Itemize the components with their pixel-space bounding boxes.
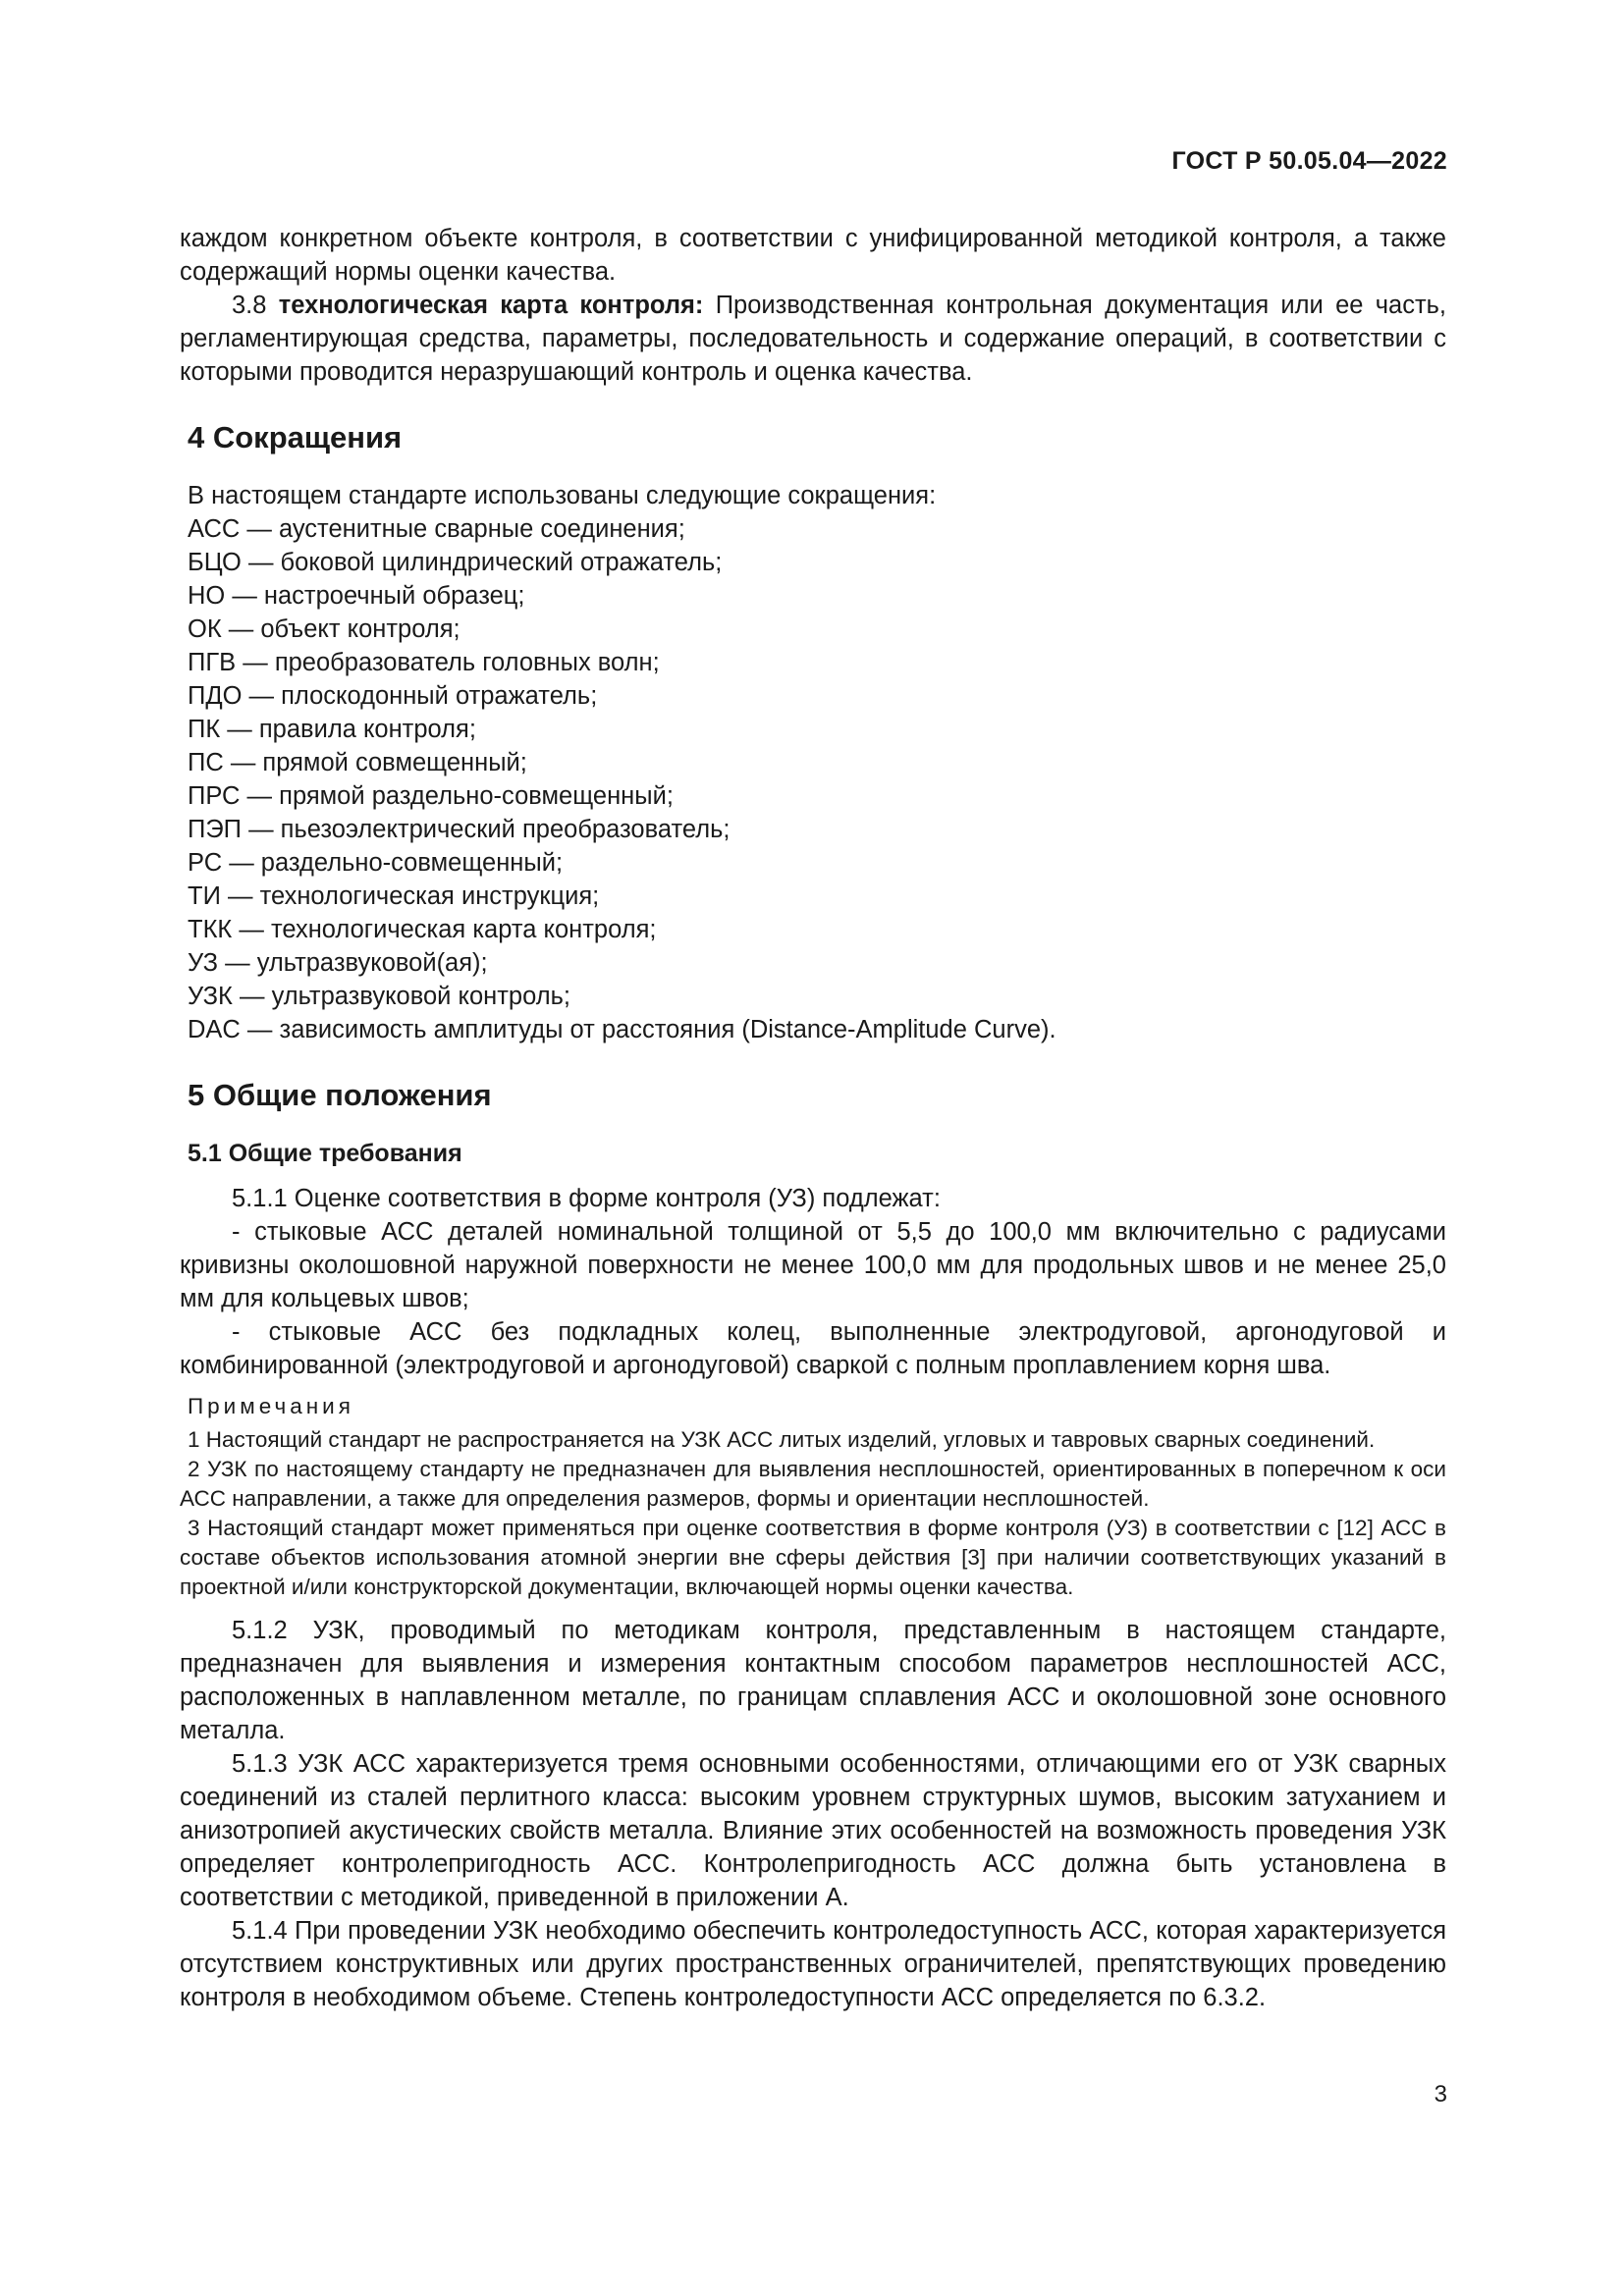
list-item: ТИ — технологическая инструкция; [188,882,600,910]
term-number: 3.8 [232,292,267,319]
list-item: ПС — прямой совмещенный; [188,749,527,776]
term-definition: Производственная контрольная документация или ее часть, регламентирующая средства, параметры, последовательность и содержание операций, в соответствии с которыми проводится неразрушающий контроль и оценка качества. [180,292,1446,386]
note-2: 2 УЗК по настоящему стандарту не предназначен для выявления несплошностей, ориентированных в поперечном к оси АСС направлении, а также для определения размеров, формы и ориентации несплошностей. [180,1457,1446,1511]
list-item: РС — раздельно-совмещенный; [188,849,564,877]
page-number: 3 [1434,2081,1447,2108]
notes-label: Примечания [188,1394,354,1418]
list-item: УЗ — ультразвуковой(ая); [188,949,488,977]
list-item: ПРС — прямой раздельно-совмещенный; [188,782,674,810]
list-item: ТКК — технологическая карта контроля; [188,916,657,943]
note-1: 1 Настоящий стандарт не распространяется на УЗК АСС литых изделий, угловых и тавровых сварных соединений. [188,1427,1376,1452]
term-name: технологическая карта контроля: [278,292,704,319]
list-item: ПЭП — пьезоэлектрический преобразователь; [188,816,731,843]
bullet-item: - стыковые АСС без подкладных колец, выполненные электродуговой, аргонодуговой и комбинированной (электродуговой и аргонодуговой) сваркой с полным проплавлением корня шва. [180,1318,1446,1379]
paragraph-5-1-4: 5.1.4 При проведении УЗК необходимо обеспечить контроледоступность АСС, которая характеризуется отсутствием конструктивных или других пространственных ограничителей, препятствующих проведению контроля в необходимом объеме. Степень контроледоступности АСС определяется по 6.3.2. [180,1917,1446,2011]
paragraph-5-1-3: 5.1.3 УЗК АСС характеризуется тремя основными особенностями, отличающими его от УЗК сварных соединений из сталей перлитного класса: высоким уровнем структурных шумов, высоким затуханием и анизотропией акустических свойств металла. Влияние этих особенностей на возможность проведения УЗК определяет контролепригодность АСС. Контролепригодность АСС должна быть установлена в соответствии с методикой, приведенной в приложении А. [180,1750,1446,1911]
section-4-title: 4 Сокращения [188,420,403,454]
section-5-title: 5 Общие положения [188,1078,492,1112]
notes-block [180,1392,1446,1602]
bullet-item: - стыковые АСС деталей номинальной толщиной от 5,5 до 100,0 мм включительно с радиусами кривизны околошовной наружной поверхности не менее 100,0 мм для продольных швов и не менее 25,0 мм для кольцевых швов; [180,1218,1446,1312]
list-item: ПГВ — преобразователь головных волн; [188,649,660,676]
paragraph-5-1-2: 5.1.2 УЗК, проводимый по методикам контроля, представленным в настоящем стандарте, предназначен для выявления и измерения контактным способом параметров несплошностей АСС, расположенных в наплавленном металле, по границам сплавления АСС и околошовной зоне основного металла. [180,1617,1446,1744]
term-3-8 [180,289,1446,389]
document-body [180,222,1446,2014]
list-item: НО — настроечный образец; [188,582,525,610]
list-item: DAC — зависимость амплитуды от расстояния (Distance-Amplitude Curve). [188,1016,1056,1043]
abbreviations-intro: В настоящем стандарте использованы следующие сокращения: [188,482,937,509]
list-item: АСС — аустенитные сварные соединения; [188,515,685,543]
list-item: УЗК — ультразвуковой контроль; [188,983,570,1010]
document-header: ГОСТ Р 50.05.04—2022 [1171,147,1447,175]
note-3: 3 Настоящий стандарт может применяться при оценке соответствия в форме контроля (УЗ) в соответствии с [12] АСС в составе объектов использования атомной энергии вне сферы действия [3] при наличии соответствующих указаний в проектной и/или конструкторской документации, включающей нормы оценки качества. [180,1516,1446,1599]
list-item: ПК — правила контроля; [188,716,476,743]
list-item: ОК — объект контроля; [188,615,460,643]
subsection-5-1-title: 5.1 Общие требования [188,1140,462,1167]
paragraph-5-1-1: 5.1.1 Оценке соответствия в форме контроля (УЗ) подлежат: [232,1185,941,1212]
abbreviations-list [180,512,1446,1046]
list-item: ПДО — плоскодонный отражатель; [188,682,598,710]
list-item: БЦО — боковой цилиндрический отражатель; [188,549,723,576]
intro-paragraph: каждом конкретном объекте контроля, в соответствии с унифицированной методикой контроля, а также содержащий нормы оценки качества. [180,225,1446,286]
